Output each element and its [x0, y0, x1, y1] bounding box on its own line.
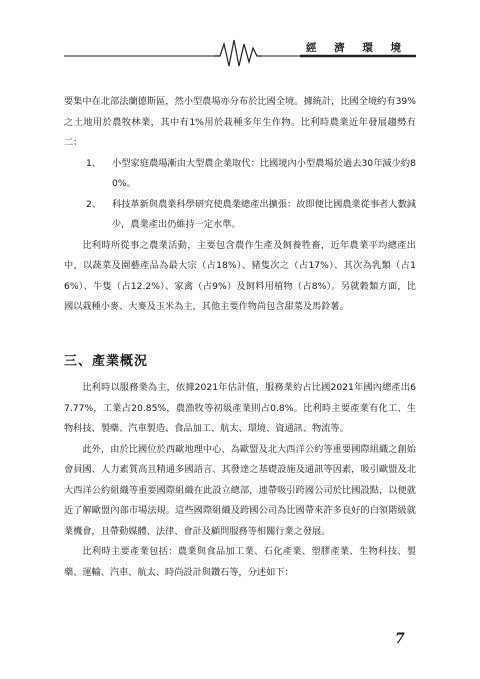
bottom-content	[64, 378, 416, 583]
header-rule-heartbeat-icon	[0, 36, 480, 68]
list-number: 1、	[86, 157, 102, 169]
paragraph: 比利時所從事之農業活動，主要包含農作生產及飼養牲畜，近年農業平均總產出中，以蔬菜及園藝產品為最大宗（占18%）、豬隻次之（占17%）、其次為乳類（占16%）、牛隻（占12.2%）、家禽（占9%）及飼料用植物（占8%）。另就穀類方面，比國以栽種小麥、大麥及玉米為主，其他主要作物尚包含甜菜及馬鈴薯。	[64, 239, 416, 312]
list-item	[64, 154, 416, 195]
paragraph: 比利時以服務業為主，依據2021年估計值，服務業約占比國2021年國內總產出67.77%，工業占20.85%，農漁牧等初級產業則占0.8%。比利時主要產業有化工、生物科技、製藥、汽車製造、食品加工、航太、環境、資通訊、物流等。	[64, 382, 416, 434]
paragraph: 此外，由於比國位於西歐地理中心、為歐盟及北大西洋公約等重要國際組織之創始會員國、人力素質高且精通多國語言、其發達之基礎設施及通訊等因素，吸引歐盟及北大西洋公約組織等重要國際組織在此設立總部，連帶吸引跨國公司於比國設點，以便就近了解歐盟內部市場法規。這些國際組織及跨國公司為比國帶來許多良好的白領階級就業機會，且帶動媒體、法律、會計及顧問服務等相關行業之發展。	[64, 443, 416, 537]
paragraph: 要集中在北部法蘭德斯區，然小型農場亦分布於比國全境。據統計，比國全境約有39%之土地用於農牧林業，其中有1%用於栽種多年生作物。比利時農業近年發展趨勢有二：	[64, 96, 416, 148]
list-item	[64, 195, 416, 236]
section-heading: 三、產業概況	[64, 354, 149, 369]
page-number: 7	[395, 631, 405, 647]
paragraph: 比利時主要產業包括：農業與食品加工業、石化產業、塑膠產業、生物科技、製藥、運輸、汽車、航太、時尚設計與鑽石等，分述如下：	[64, 546, 416, 578]
list-text: 科技革新與農業科學研究使農業總產出擴張：故即便比國農業從事者人數減少，農業產出仍維持一定水準。	[112, 198, 416, 230]
list-number: 2、	[86, 198, 102, 210]
page-header	[0, 36, 480, 68]
header-title: 經 濟 環 境	[306, 42, 408, 54]
top-content	[64, 92, 416, 318]
list-text: 小型家庭農場漸由大型農企業取代：比國境內小型農場於過去30年減少約80%。	[112, 157, 416, 189]
